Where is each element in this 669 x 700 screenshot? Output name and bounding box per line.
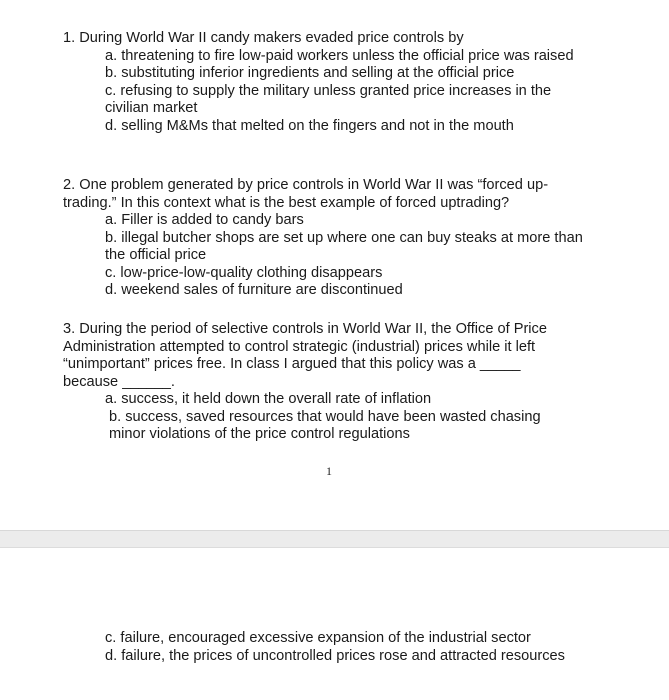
question-3-option-d: d. failure, the prices of uncontrolled prices rose and attracted resources [105,647,565,664]
question-2 [63,177,603,300]
question-2-option-a: a. Filler is added to candy bars [105,212,304,228]
question-2-stem-line-2: trading.” In this context what is the best example of forced uptrading? [63,194,510,211]
question-3-option-b: b. success, saved resources that would have been wasted chasing minor violations of the price control regulations [109,408,541,442]
question-2-stem-line-1: 2. One problem generated by price controls in World War II was “forced up- [63,177,549,193]
question-3-stem-line-4: because ______. [63,373,175,390]
question-1-option-d: d. selling M&Ms that melted on the fingers and not in the mouth [105,117,514,134]
question-1-stem: 1. During World War II candy makers evaded price controls by [63,30,464,46]
page-number: 1 [326,464,332,478]
question-3-option-a: a. success, it held down the overall rate of inflation [105,391,432,407]
question-2-option-b: b. illegal butcher shops are set up where one can buy steaks at more than the official price [105,229,583,263]
question-1-option-a: a. threatening to fire low-paid workers unless the official price was raised [105,47,574,64]
question-3-option-c: c. failure, encouraged excessive expansion of the industrial sector [105,630,531,646]
question-2-option-c: c. low-price-low-quality clothing disappears [105,264,383,281]
question-2-option-d: d. weekend sales of furniture are discontinued [105,282,403,298]
page-break [0,530,669,548]
question-3-stem-line-3: “unimportant” prices free. In class I argued that this policy was a _____ [63,356,521,372]
question-3-continued [63,630,603,665]
question-1-option-b: b. substituting inferior ingredients and selling at the official price [105,65,515,81]
question-3-stem-line-1: 3. During the period of selective controls in World War II, the Office of Price [63,321,547,337]
question-3-stem-line-2: Administration attempted to control strategic (industrial) prices while it left [63,338,536,355]
document-page-2 [0,548,669,700]
question-1-option-c: c. refusing to supply the military unless granted price increases in the civilian market [105,82,552,116]
question-3 [63,321,603,444]
question-1 [63,30,603,135]
